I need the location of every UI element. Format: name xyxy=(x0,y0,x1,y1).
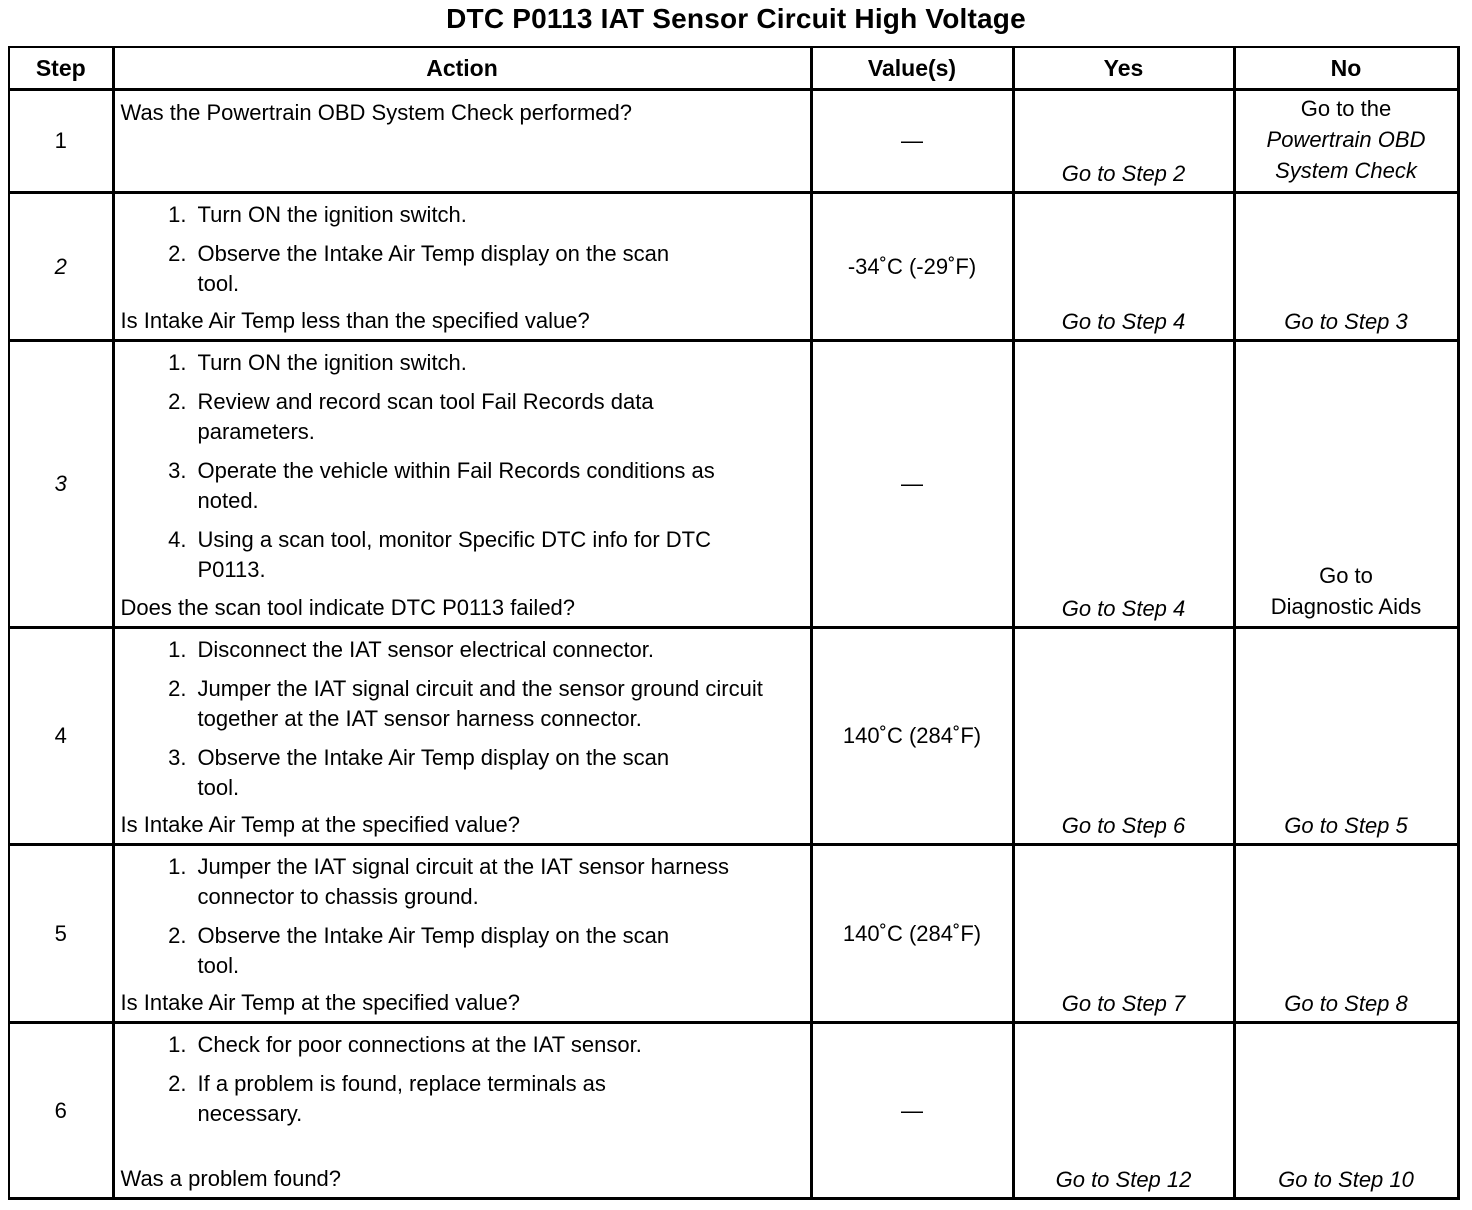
action-cell xyxy=(113,341,811,628)
no-cell: Go to Step 10 xyxy=(1234,1023,1458,1199)
item-number: 2. xyxy=(168,389,187,414)
list-item xyxy=(121,635,806,665)
no-cell: Go to Step 3 xyxy=(1234,193,1458,341)
item-number: 1. xyxy=(168,1032,187,1057)
header-yes: Yes xyxy=(1013,47,1234,90)
table-row-step-5 xyxy=(9,845,1458,1023)
action-cell xyxy=(113,193,811,341)
header-action: Action xyxy=(113,47,811,90)
list-item xyxy=(121,239,806,299)
item-text: Operate the vehicle within Fail Records conditions as noted. xyxy=(197,458,715,513)
diagnostic-table xyxy=(8,46,1460,1200)
item-number: 1. xyxy=(168,202,187,227)
item-number: 4. xyxy=(168,527,187,552)
item-text: Turn ON the ignition switch. xyxy=(197,350,467,375)
step-number: 6 xyxy=(9,1023,113,1199)
list-item xyxy=(121,921,806,981)
item-text: Review and record scan tool Fail Records data parameters. xyxy=(197,389,654,444)
item-text: Using a scan tool, monitor Specific DTC info for DTC P0113. xyxy=(197,527,712,582)
item-text: Observe the Intake Air Temp display on the scan tool. xyxy=(197,923,670,978)
list-item xyxy=(121,743,806,803)
list-item xyxy=(121,852,806,912)
no-text-line1: Go to the xyxy=(1300,95,1392,121)
list-item xyxy=(121,1069,806,1129)
item-text: If a problem is found, replace terminals as necessary. xyxy=(197,1071,606,1126)
item-text: Jumper the IAT signal circuit at the IAT sensor harness connector to chassis ground. xyxy=(197,854,730,909)
question-text: Does the scan tool indicate DTC P0113 failed? xyxy=(120,595,576,620)
yes-cell: Go to Step 2 xyxy=(1013,90,1234,193)
step-number: 1 xyxy=(9,90,113,193)
item-number: 1. xyxy=(168,854,187,879)
yes-cell: Go to Step 6 xyxy=(1013,628,1234,845)
item-number: 1. xyxy=(168,350,187,375)
question-text: Is Intake Air Temp less than the specified value? xyxy=(120,308,590,333)
step-number: 2 xyxy=(9,193,113,341)
table-row-step-4 xyxy=(9,628,1458,845)
no-text-line2: Powertrain OBD xyxy=(1266,126,1426,152)
action-list xyxy=(121,1030,806,1129)
page-title: DTC P0113 IAT Sensor Circuit High Voltage xyxy=(446,3,1026,34)
item-number: 2. xyxy=(168,923,187,948)
table-row-step-3 xyxy=(9,341,1458,628)
no-text-line2: Diagnostic Aids xyxy=(1270,594,1422,619)
value-cell: — xyxy=(811,341,1013,628)
header-no: No xyxy=(1234,47,1458,90)
action-list xyxy=(121,852,806,981)
value-cell: 140˚C (284˚F) xyxy=(811,628,1013,845)
action-list xyxy=(121,348,806,585)
header-values: Value(s) xyxy=(811,47,1013,90)
list-item xyxy=(121,387,806,447)
item-text: Observe the Intake Air Temp display on the scan tool. xyxy=(197,241,670,296)
step-number: 5 xyxy=(9,845,113,1023)
item-number: 1. xyxy=(168,637,187,662)
no-cell: Go to Step 5 xyxy=(1234,628,1458,845)
action-cell xyxy=(113,1023,811,1199)
no-cell xyxy=(1234,341,1458,628)
value-cell: -34˚C (-29˚F) xyxy=(811,193,1013,341)
item-text: Turn ON the ignition switch. xyxy=(197,202,467,227)
action-cell xyxy=(113,845,811,1023)
step-number: 3 xyxy=(9,341,113,628)
list-item xyxy=(121,200,806,230)
item-text: Jumper the IAT signal circuit and the sensor ground circuit together at the IAT sensor harness connector. xyxy=(197,676,763,731)
item-text: Observe the Intake Air Temp display on the scan tool. xyxy=(197,745,670,800)
item-number: 3. xyxy=(168,458,187,483)
list-item xyxy=(121,674,806,734)
item-number: 2. xyxy=(168,1071,187,1096)
item-number: 3. xyxy=(168,745,187,770)
list-item xyxy=(121,348,806,378)
yes-cell: Go to Step 7 xyxy=(1013,845,1234,1023)
question-text: Was the Powertrain OBD System Check performed? xyxy=(120,100,632,125)
question-text: Is Intake Air Temp at the specified value? xyxy=(120,990,520,1015)
no-text-line3: System Check xyxy=(1275,157,1417,183)
action-list xyxy=(121,200,806,299)
table-row-step-2 xyxy=(9,193,1458,341)
yes-cell: Go to Step 4 xyxy=(1013,193,1234,341)
value-cell: — xyxy=(811,1023,1013,1199)
value-cell: 140˚C (284˚F) xyxy=(811,845,1013,1023)
header-row xyxy=(9,47,1458,90)
action-cell xyxy=(113,90,811,193)
step-number: 4 xyxy=(9,628,113,845)
no-text-line1: Go to xyxy=(1319,563,1373,588)
value-cell: — xyxy=(811,90,1013,193)
list-item xyxy=(121,456,806,516)
no-cell xyxy=(1234,90,1458,193)
question-text: Was a problem found? xyxy=(120,1166,342,1191)
yes-cell: Go to Step 4 xyxy=(1013,341,1234,628)
header-step: Step xyxy=(9,47,113,90)
table-row-step-6 xyxy=(9,1023,1458,1199)
list-item xyxy=(121,1030,806,1060)
table-row-step-1 xyxy=(9,90,1458,193)
item-text: Check for poor connections at the IAT sensor. xyxy=(197,1032,642,1057)
yes-cell: Go to Step 12 xyxy=(1013,1023,1234,1199)
item-text: Disconnect the IAT sensor electrical connector. xyxy=(197,637,655,662)
action-list xyxy=(121,635,806,803)
action-cell xyxy=(113,628,811,845)
item-number: 2. xyxy=(168,241,187,266)
no-cell: Go to Step 8 xyxy=(1234,845,1458,1023)
question-text: Is Intake Air Temp at the specified value? xyxy=(120,812,520,837)
item-number: 2. xyxy=(168,676,187,701)
list-item xyxy=(121,525,806,585)
